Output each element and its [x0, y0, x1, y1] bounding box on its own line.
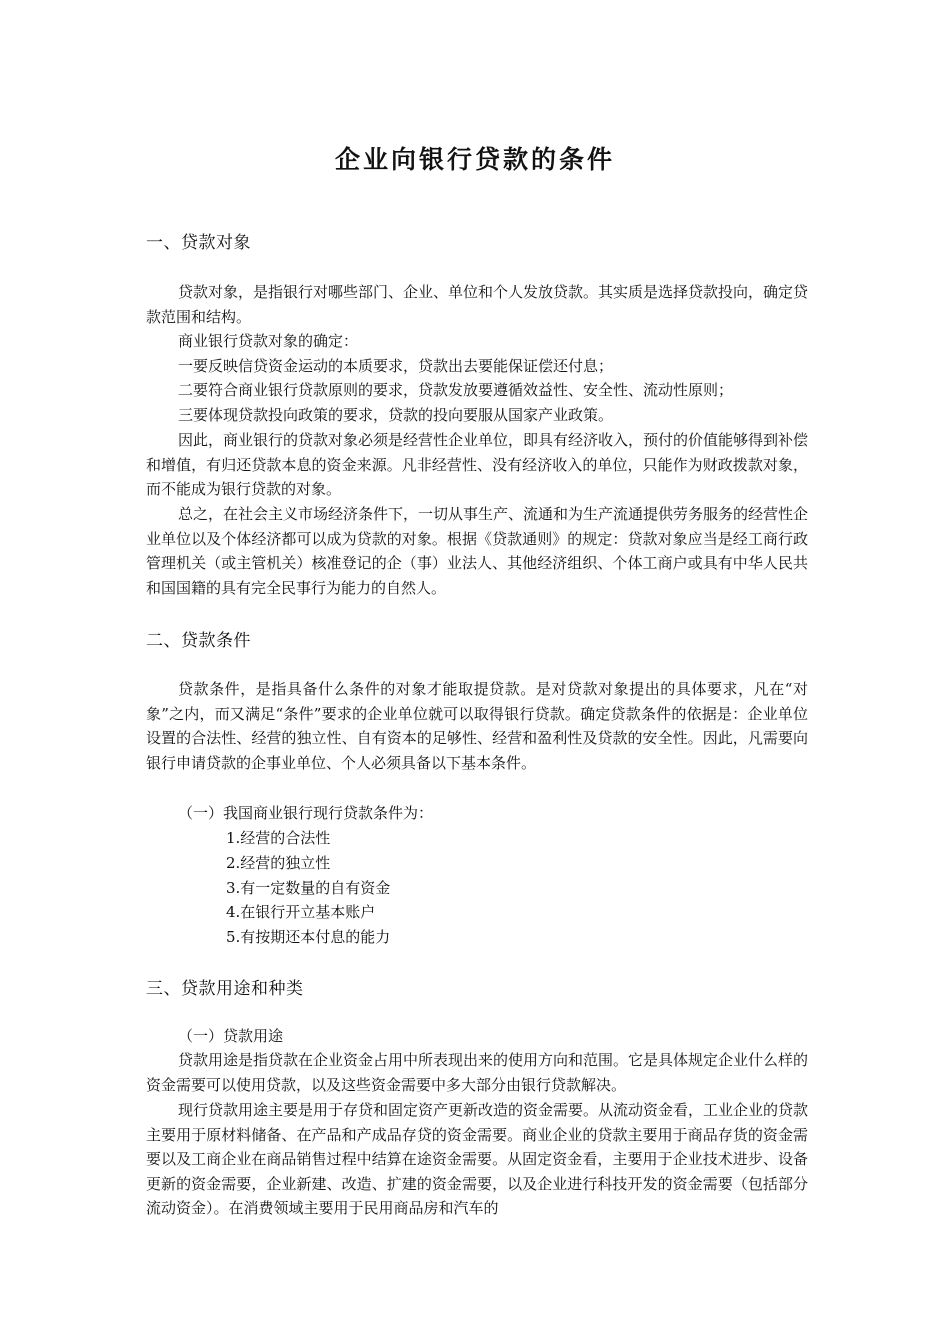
paragraph: 现行贷款用途主要是用于存贷和固定资产更新改造的资金需要。从流动资金看，工业企业的贷款主要用于原材料储备、在产品和产成品存贷的资金需要。商业企业的贷款主要用于商品存货的资金需要以及工商企业在商品销售过程中结算在途资金需要。从固定资金看，主要用于企业技术进步、设备更新的资金需要，企业新建、改造、扩建的资金需要，以及企业进行科技开发的资金需要（包括部分流动资金）。在消费领域主要用于民用商品房和汽车的: [146, 1101, 809, 1218]
paragraph: 因此，商业银行的贷款对象必须是经营性企业单位，即具有经济收入，预付的价值能够得到补偿和增值，有归还贷款本息的资金来源。凡非经营性、没有经济收入的单位，只能作为财政拨款对象，而不能成为银行贷款的对象。: [146, 431, 809, 499]
list-item: 3.有一定数量的自有资金: [226, 878, 391, 897]
paragraph: 贷款用途是指贷款在企业资金占用中所表现出来的使用方向和范围。它是具体规定企业什么样的资金需要可以使用贷款，以及这些资金需要中多大部分由银行贷款解决。: [146, 1051, 809, 1094]
document-title: 企业向银行贷款的条件: [334, 145, 615, 174]
section-heading-loan-objects: 一、贷款对象: [146, 233, 251, 253]
list-item: 2.经营的独立性: [226, 853, 331, 872]
subsection-heading: （一）我国商业银行现行贷款条件为：: [178, 804, 434, 822]
section-heading-loan-usage: 三、贷款用途和种类: [146, 979, 304, 999]
paragraph: 二要符合商业银行贷款原则的要求，贷款发放要遵循效益性、安全性、流动性原则；: [178, 381, 734, 399]
paragraph: 贷款对象，是指银行对哪些部门、企业、单位和个人发放贷款。其实质是选择贷款投向，确定贷款范围和结构。: [146, 283, 809, 326]
section-heading-loan-conditions: 二、贷款条件: [146, 631, 251, 651]
paragraph: 三要体现贷款投向政策的要求，贷款的投向要服从国家产业政策。: [178, 406, 614, 424]
subsection-heading: （一）贷款用途: [178, 1027, 284, 1045]
paragraph: 商业银行贷款对象的确定：: [178, 332, 359, 350]
paragraph: 贷款条件，是指具备什么条件的对象才能取提贷款。是对贷款对象提出的具体要求，凡在“对象”之内，而又满足“条件”要求的企业单位就可以取得银行贷款。确定贷款条件的依据是：企业单位设置的合法性、经营的独立性、自有资本的足够性、经营和盈利性及贷款的安全性。因此，凡需要向银行申请贷款的企事业单位、个人必须具备以下基本条件。: [146, 680, 808, 772]
conditions-list: [226, 826, 390, 950]
list-item: 1.经营的合法性: [226, 829, 331, 847]
paragraph: 总之，在社会主义市场经济条件下，一切从事生产、流通和为生产流通提供劳务服务的经营性企业单位以及个体经济都可以成为贷款的对象。根据《贷款通则》的规定：贷款对象应当是经工商行政管理机关（或主管机关）核准登记的企（事）业法人、其他经济组织、个体工商户或具有中华人民共和国国籍的具有完全民事行为能力的自然人。: [146, 505, 809, 597]
list-item: 4.在银行开立基本账户: [226, 903, 376, 922]
list-item: 5.有按期还本付息的能力: [226, 928, 391, 947]
paragraph: 一要反映信贷资金运动的本质要求，贷款出去要能保证偿还付息；: [178, 357, 614, 375]
